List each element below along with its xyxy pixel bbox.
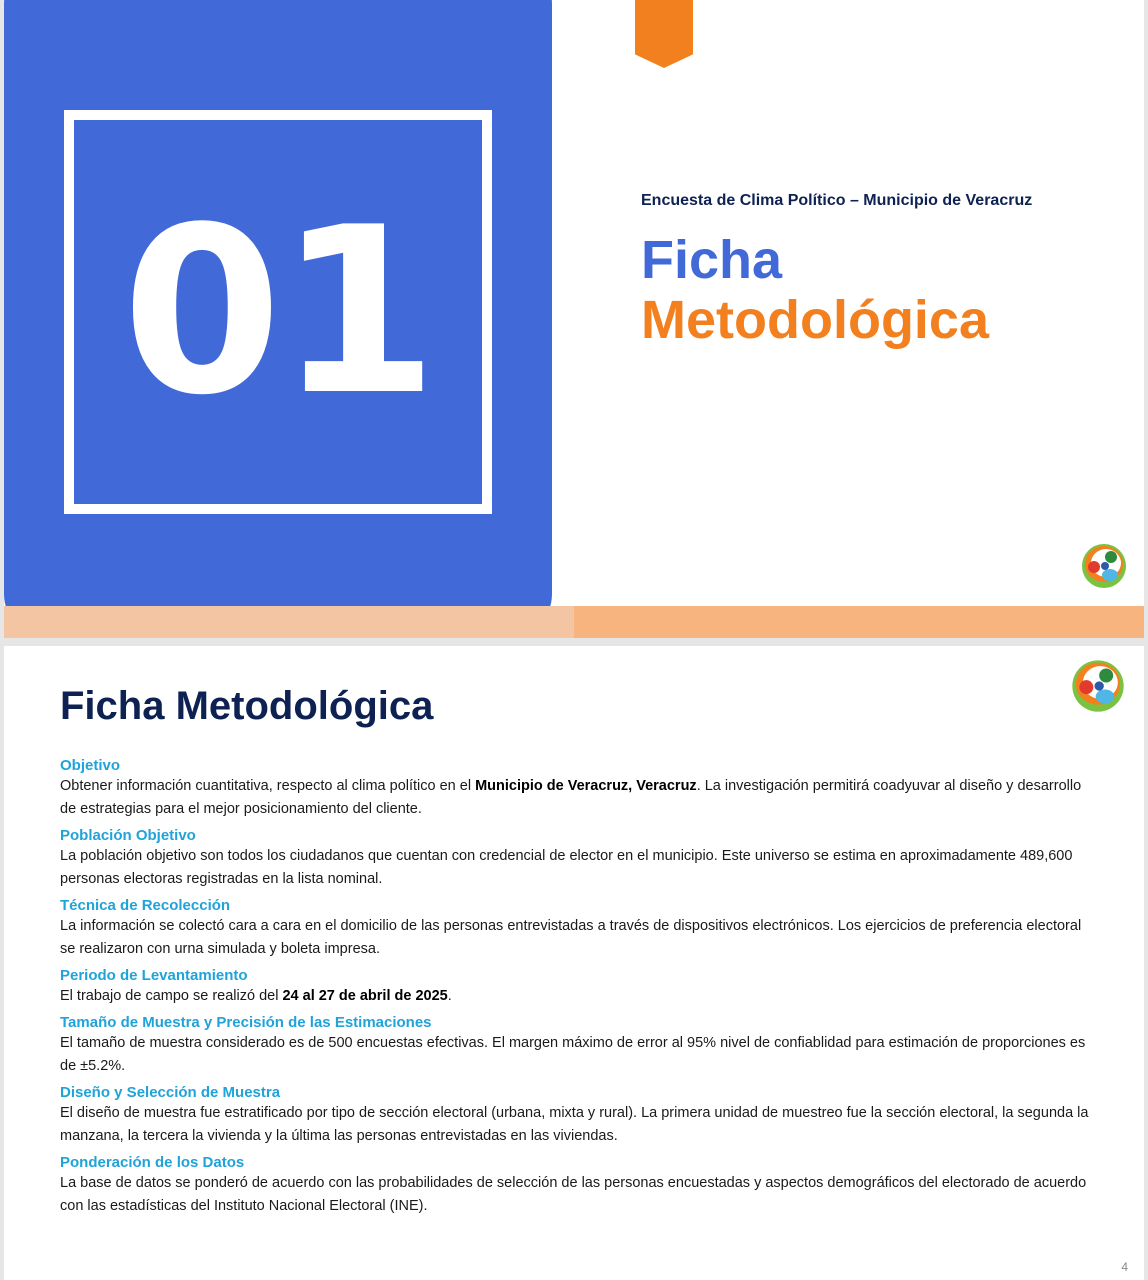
section-title: Técnica de Recolección: [60, 897, 231, 914]
page-number: 4: [1121, 1260, 1128, 1274]
section-body: El tamaño de muestra considerado es de 500 encuestas efectivas. El margen máximo de error al 95% nivel de confiablidad para estimación de proporciones es de ±5.2%.: [60, 1035, 1086, 1074]
section-periodo-levantamiento: [60, 966, 1090, 1008]
section-body: La base de datos se ponderó de acuerdo con las probabilidades de selección de las personas encuestadas y aspectos demográficos del electorado de acuerdo con las estadísticas del Instituto Nacional Electoral (INE).: [60, 1175, 1087, 1214]
section-body: El trabajo de campo se realizó del 24 al 27 de abril de 2025.: [60, 988, 452, 1004]
cover-title-line1: Ficha: [641, 230, 783, 290]
section-title: Objetivo: [60, 757, 121, 774]
orange-bookmark-tab: [635, 0, 693, 68]
section-body: La población objetivo son todos los ciudadanos que cuentan con credencial de elector en el municipio. Este universo se estima en aproximadamente 489,600 personas electoras registradas en la lista nominal.: [60, 848, 1073, 887]
brand-logo-icon: [1080, 542, 1128, 590]
cover-slide: [4, 0, 1144, 638]
brand-logo-icon: [1070, 658, 1126, 714]
section-tamano-muestra: [60, 1013, 1090, 1078]
section-body: Obtener información cuantitativa, respecto al clima político en el Municipio de Veracruz, Veracruz. La investigación permitirá coadyuvar al diseño y desarrollo de estrategias para el mejor posicionamiento del cliente.: [60, 778, 1082, 817]
section-title: Periodo de Levantamiento: [60, 967, 248, 984]
section-objetivo: [60, 756, 1090, 821]
section-diseno-muestra: [60, 1083, 1090, 1148]
section-tecnica-recoleccion: [60, 896, 1090, 961]
section-title: Ponderación de los Datos: [60, 1154, 245, 1171]
bottom-band-overlay: [4, 606, 574, 638]
methodology-slide: [4, 646, 1144, 1280]
section-body: La información se colectó cara a cara en el domicilio de las personas entrevistadas a través de dispositivos electrónicos. Los ejercicios de preferencia electoral se realizaron con urna simulada y boleta impresa.: [60, 918, 1082, 957]
section-poblacion-objetivo: [60, 826, 1090, 891]
survey-subtitle: Encuesta de Clima Político – Municipio de Veracruz: [641, 192, 1033, 209]
number-frame: [64, 110, 492, 514]
section-body: El diseño de muestra fue estratificado por tipo de sección electoral (urbana, mixta y rural). La primera unidad de muestreo fue la sección electoral, la segunda la manzana, la tercera la vivienda y la última las personas entrevistadas en las viviendas.: [60, 1105, 1089, 1144]
cover-title-line2: Metodológica: [641, 290, 989, 350]
methodology-sections: [60, 756, 1090, 1223]
section-title: Población Objetivo: [60, 827, 196, 844]
section-number: 01: [121, 178, 435, 446]
section-ponderacion: [60, 1153, 1090, 1218]
section-title: Tamaño de Muestra y Precisión de las Estimaciones: [60, 1014, 432, 1031]
section-title: Diseño y Selección de Muestra: [60, 1084, 281, 1101]
page-title: Ficha Metodológica: [60, 684, 434, 728]
